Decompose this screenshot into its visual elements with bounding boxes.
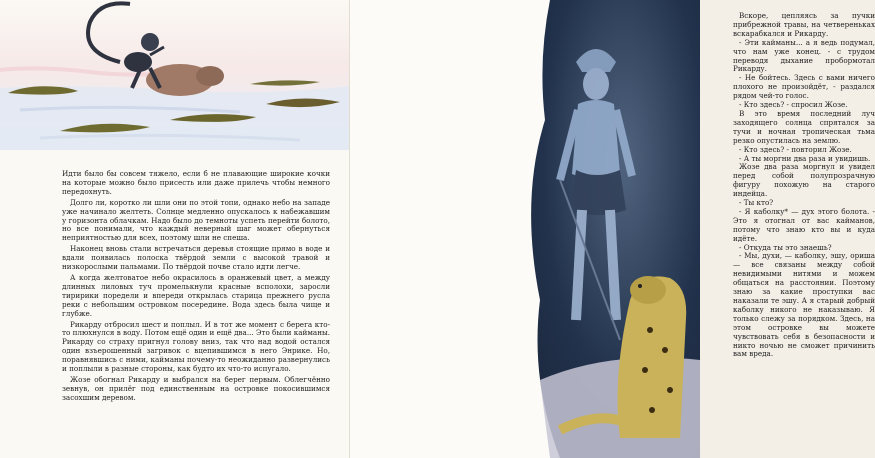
- paragraph: Долго ли, коротко ли шли они по этой топи, однако небо на западе уже начинало желтеть. Солнце медленно опускалось к набежавшим у горизонта облачкам. Надо было до темноты успеть перейти болото, но все понимали, что каждый неверный шаг может обернуться неприятностью для всех, поэтому шли не спеша.: [62, 197, 330, 243]
- left-page: [0, 0, 350, 458]
- paragraph: Вскоре, цепляясь за пучки прибрежной травы, на четвереньках вскарабкался и Рикарду.: [733, 11, 875, 38]
- swamp-illustration: [0, 0, 350, 150]
- paragraph: Рикарду отбросил шест и поплыл. И в тот же момент с берега кто-то плюхнулся в воду. Потом ещё один и ещё два... Это были кайманы. Рикарду со страху пригнул голову вниз, так что над водой остался один взъерошенный загривок с вцепившимся в него Энрике. Но, поравнявшись с ними, кайманы почему-то неожиданно развернулись и поплыли в разные стороны, как будто их что-то испугало.: [62, 319, 330, 374]
- paragraph: В это время последний луч заходящего солнца спрятался за тучи и ночная тропическая тьма резко опустилась на землю.: [733, 108, 875, 145]
- paragraph: - Я каболку* — дух этого болота. - Это я отогнал от вас кайманов, потому что знаю кто вы и куда идёте.: [733, 206, 875, 243]
- paragraph: Идти было бы совсем тяжело, если б не плавающие широкие кочки на которые можно было присесть или даже прилечь чтобы немного передохнуть.: [62, 169, 330, 196]
- spirit-jaguar-illustration: [520, 0, 700, 458]
- paragraph: - А ты моргни два раза и увидишь.: [739, 153, 871, 163]
- right-page-text: [733, 12, 875, 359]
- paragraph: А когда желтоватое небо окрасилось в оранжевый цвет, а между длинных лиловых туч промелькнули красные всполохи, заросли тиририки поредели и впереди открылась старица прежнего русла реки с небольшим островком посередине. Вода здесь была чище и глубже.: [62, 272, 330, 318]
- paragraph: - Кто здесь? - спросил Жозе.: [739, 100, 848, 110]
- paragraph: - Кто здесь? - повторил Жозе.: [739, 144, 852, 154]
- paragraph: - Откуда ты это знаешь?: [739, 242, 832, 252]
- paragraph: Жозе два раза моргнул и увидел перед собой полупрозрачную фигуру похожую на старого индейца.: [733, 162, 875, 199]
- paragraph: Жозе обогнал Рикарду и выбрался на берег первым. Облегчённо зевнув, он прилёг под единственным на островке покосившимся засохшим деревом.: [62, 374, 330, 402]
- paragraph: - Не бойтесь. Здесь с вами ничего плохого не произойдёт, - раздался рядом чей-то голос.: [733, 73, 875, 101]
- left-page-text: [62, 170, 330, 405]
- paragraph: - Мы, духи, — каболку, эшу, ориша — все связаны между собой невидимыми нитями и можем общаться на расстоянии. Поэтому знаю за какие проступки вас наказали те эшу. А я старый добрый каболку никого не наказываю. Я только слежу за порядком. Здесь, на этом островке вы можете чувствовать себя в безопасности и никто ночью не сможет причинить вам вреда.: [733, 251, 875, 359]
- monkey-head: [141, 33, 159, 51]
- paragraph: - Ты кто?: [739, 198, 774, 208]
- paragraph: - Эти кайманы... а я ведь подумал, что нам уже конец. - с трудом переводя дыхание пробормотал Рикарду.: [733, 37, 875, 74]
- monkey-body: [124, 52, 152, 72]
- paragraph: Наконец вновь стали встречаться деревья стоящие прямо в воде и вдали появилась полоска твёрдой земли с высокой травой и низкорослыми пальмами. По твёрдой почве стало идти легче.: [62, 244, 330, 272]
